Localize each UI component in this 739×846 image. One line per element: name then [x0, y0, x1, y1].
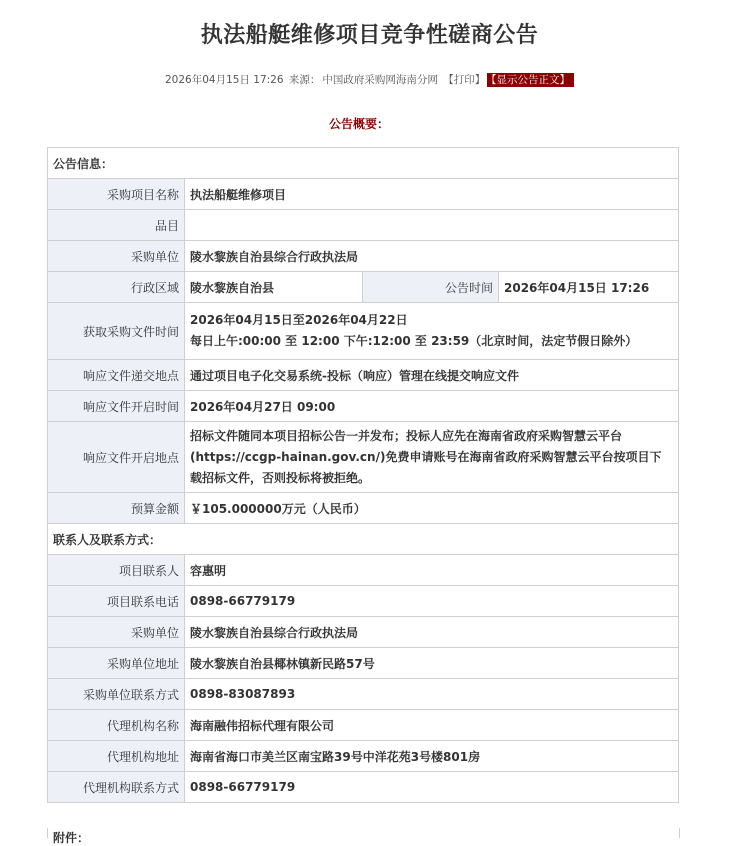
table-row: [48, 272, 679, 303]
table-row: [48, 179, 679, 210]
notice-table: [47, 147, 679, 803]
source-link[interactable]: 中国政府采购网海南分网: [322, 74, 438, 86]
table-row: [48, 303, 679, 360]
table-row: [48, 493, 679, 524]
table-row: [48, 210, 679, 241]
page-title: 执法船艇维修项目竞争性磋商公告: [200, 23, 539, 48]
agency-name-value: 海南融伟招标代理有限公司: [185, 710, 679, 741]
contact-purchaser-value: 陵水黎族自治县综合行政执法局: [185, 617, 679, 648]
purchaser-address-label: 采购单位地址: [48, 648, 185, 679]
table-row: [48, 679, 679, 710]
open-time-value: 2026年04月27日 09:00: [185, 391, 679, 422]
submit-place-value: 通过项目电子化交易系统-投标（响应）管理在线提交响应文件: [185, 360, 679, 391]
table-row: [48, 241, 679, 272]
project-phone-label: 项目联系电话: [48, 586, 185, 617]
table-row: [48, 422, 679, 493]
obtain-time-line1: 2026年04月15日至2026年04月22日: [190, 313, 408, 327]
announce-time-label: 公告时间: [363, 272, 499, 303]
show-body-button[interactable]: 【显示公告正文】: [487, 73, 574, 87]
contacts-heading: 联系人及联系方式：: [48, 524, 679, 555]
budget-label: 预算金额: [48, 493, 185, 524]
purchaser-contact-value: 0898-83087893: [185, 679, 679, 710]
agency-contact-value: 0898-66779179: [185, 772, 679, 803]
agency-contact-label: 代理机构联系方式: [48, 772, 185, 803]
open-place-value: 招标文件随同本项目招标公告一并发布；投标人应先在海南省政府采购智慧云平台(https://ccgp-hainan.gov.cn/)免费申请账号在海南省政府采购智慧云平台按项目下载招标文件，否则投标将被拒绝。: [185, 422, 679, 493]
table-row: [48, 586, 679, 617]
purchaser-value: 陵水黎族自治县综合行政执法局: [185, 241, 679, 272]
table-row: [48, 555, 679, 586]
table-row: [48, 741, 679, 772]
project-contact-label: 项目联系人: [48, 555, 185, 586]
project-name-value: 执法船艇维修项目: [185, 179, 679, 210]
attachments-row-cutoff: [47, 828, 680, 845]
print-link[interactable]: 【打印】: [443, 74, 486, 86]
project-contact-value: 容惠明: [185, 555, 679, 586]
table-row: [48, 648, 679, 679]
project-name-label: 采购项目名称: [48, 179, 185, 210]
source-label: 来源：: [288, 74, 321, 86]
region-value: 陵水黎族自治县: [185, 272, 363, 303]
table-row: [48, 617, 679, 648]
purchaser-label: 采购单位: [48, 241, 185, 272]
attachments-heading: 附件：: [53, 831, 90, 845]
publish-datetime: 2026年04月15日 17:26: [165, 74, 284, 86]
table-row: [48, 391, 679, 422]
summary-heading: 公告概要：: [328, 117, 389, 131]
region-label: 行政区域: [48, 272, 185, 303]
notice-info-heading: 公告信息：: [48, 148, 679, 179]
open-time-label: 响应文件开启时间: [48, 391, 185, 422]
table-row: [48, 148, 679, 179]
project-phone-value: 0898-66779179: [185, 586, 679, 617]
budget-value: ￥105.000000万元（人民币）: [185, 493, 679, 524]
agency-name-label: 代理机构名称: [48, 710, 185, 741]
table-row: [48, 710, 679, 741]
obtain-time-value: [185, 303, 679, 360]
contact-purchaser-label: 采购单位: [48, 617, 185, 648]
open-place-label: 响应文件开启地点: [48, 422, 185, 493]
table-row: [48, 772, 679, 803]
submit-place-label: 响应文件递交地点: [48, 360, 185, 391]
announcement-meta: [0, 72, 739, 87]
purchaser-address-value: 陵水黎族自治县椰林镇新民路57号: [185, 648, 679, 679]
purchaser-contact-label: 采购单位联系方式: [48, 679, 185, 710]
announce-time-value: 2026年04月15日 17:26: [499, 272, 679, 303]
agency-address-value: 海南省海口市美兰区南宝路39号中洋花苑3号楼801房: [185, 741, 679, 772]
obtain-time-line2: 每日上午:00:00 至 12:00 下午:12:00 至 23:59（北京时间，法定节假日除外）: [190, 334, 638, 348]
table-row: [48, 360, 679, 391]
item-label: 品目: [48, 210, 185, 241]
obtain-time-label: 获取采购文件时间: [48, 303, 185, 360]
agency-address-label: 代理机构地址: [48, 741, 185, 772]
table-row: [48, 524, 679, 555]
item-value: [185, 210, 679, 241]
